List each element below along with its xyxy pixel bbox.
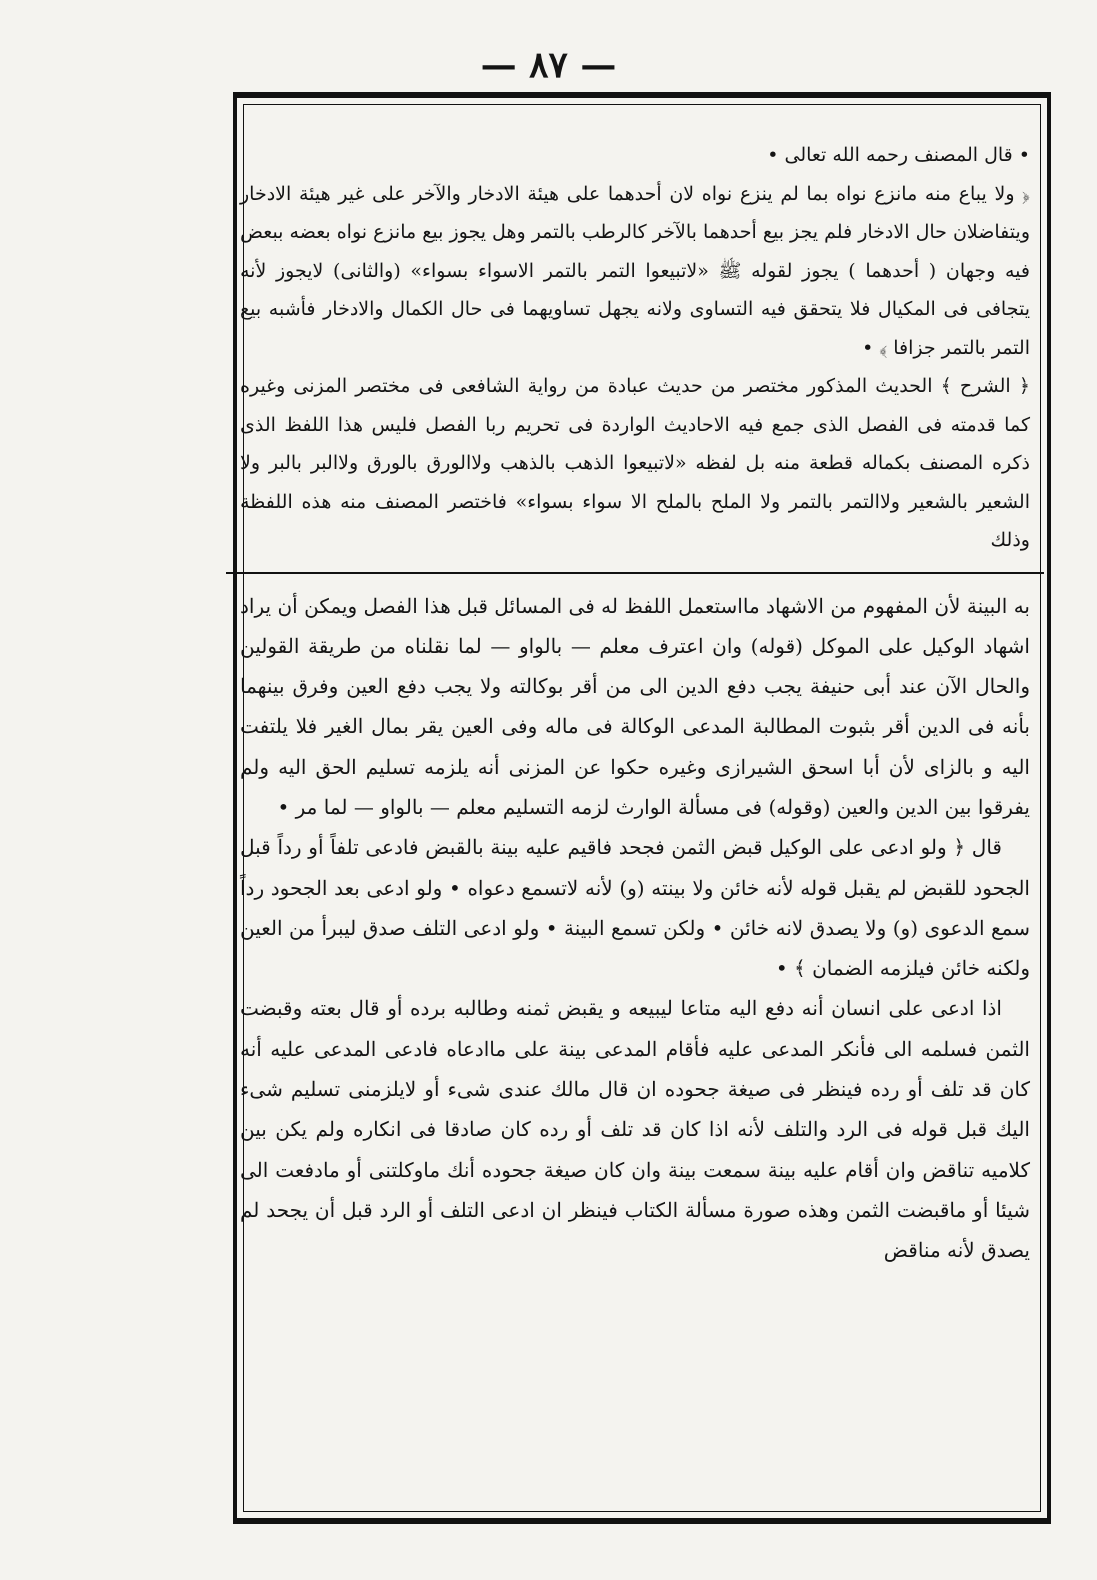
page-number: — ٨٧ — <box>480 44 617 86</box>
commentary-paragraph-1: به البينة لأن المفهوم من الاشهاد مااستعمل اللفظ له فى المسائل قبل هذا الفصل ويمكن أن يراد اشهاد الوكيل على الموكل (قوله) وان اعترف معلم — بالواو — لما نقلناه من طريقة القولين والحال الآن عند أبى حنيفة يجب دفع الدين الى من أقر بوكالته ولا يجب دفع العين وفرق بينهما بأنه فى الدين أقر بثبوت المطالبة المدعى الوكالة فى ماله وفى العين يقر بمال الغير فلا يلتفت اليه و بالزاى لأن أبا اسحق الشيرازى وغيره حكوا عن المزنى أنه يلزمه تسليم الحق اليه ولم يفرقوا بين الدين والعين (وقوله) فى مسألة الوارث لزمه التسليم معلم — بالواو — لما مر • <box>240 593 1030 819</box>
page-content <box>240 136 1030 1271</box>
commentary-paragraph-2: قال ﴿ ولو ادعى على الوكيل قبض الثمن فجحد فاقيم عليه بينة بالقبض فادعى تلفاً أو رداً قبل الجحود للقبض لم يقبل قوله لأنه خائن ولا بينته (و) لأنه لاتسمع دعواه • ولو ادعى بعد الجحود رداً سمع الدعوى (و) ولا يصدق لانه خائن • ولكن تسمع البينة • ولو ادعى التلف صدق ليبرأ من العين ولكنه خائن فيلزمه الضمان ﴾ • <box>240 835 1030 981</box>
commentary-paragraph-3: اذا ادعى على انسان أنه دفع اليه متاعا ليبيعه و يقبض ثمنه وطالبه برده أو قال بعته وقبضت الثمن فسلمه الى فأنكر المدعى عليه فأقام المدعى بينة على ماادعاه فادعى المدعى عليه أنه كان قد تلف أو رده فينظر فى صيغة جحوده ان قال مالك عندى شىء أو لايلزمنى تسليم شىء اليك قبل قوله فى الرد والتلف لأنه اذا كان قد تلف أو رده كان صادقا فى انكاره ولم يكن بين كلاميه تناقض وان أقام عليه بينة سمعت بينة وان كان صيغة جحوده أنك ماوكلتنى أو مادفعت الى شيئا أو ماقبضت الثمن وهذه صورة مسألة الكتاب فينظر ان ادعى التلف أو الرد قبل أن يجحد لم يصدق لأنه مناقض <box>240 996 1031 1263</box>
sharh-paragraph: ﴿ الشرح ﴾ الحديث المذكور مختصر من حديث عبادة من رواية الشافعى فى مختصر المزنى وغيره كما قدمته فى الفصل الذى جمع فيه الاحاديث الواردة فى تحريم ربا الفصل فليس هذا اللفظ الذى ذكره المصنف بكماله قطعة منه بل لفظه «لاتبيعوا الذهب بالذهب ولاالورق بالورق ولاالبر بالبر ولا الشعير بالشعير ولاالتمر بالتمر ولا الملح بالملح الا سواء بسواء» فاختصر المصنف منه هذه اللفظة وذلك <box>240 375 1030 551</box>
matn-paragraph: ﴿ ولا يباع منه مانزع نواه بما لم ينزع نواه لان أحدهما على هيئة الادخار والآخر على غير هيئة الادخار ويتفاضلان حال الادخار فلم يجز بيع أحدهما بالآخر كالرطب بالتمر وهل يجوز بيع مانزع نواه بعضه ببعض فيه وجهان ( أحدهما ) يجوز لقوله ﷺ «لاتبيعوا التمر بالتمر الاسواء بسواء» (والثانى) لايجوز لأنه يتجافى فى المكيال فلا يتحقق فيه التساوى ولانه يجهل تساويهما فى حال الكمال والادخار فأشبه بيع التمر بالتمر جزافا ﴾ • <box>240 182 1030 359</box>
upper-section <box>240 136 1030 560</box>
lower-section <box>240 586 1030 1271</box>
section-divider <box>226 572 1044 574</box>
section-heading: • قال المصنف رحمه الله تعالى • <box>767 144 1030 166</box>
